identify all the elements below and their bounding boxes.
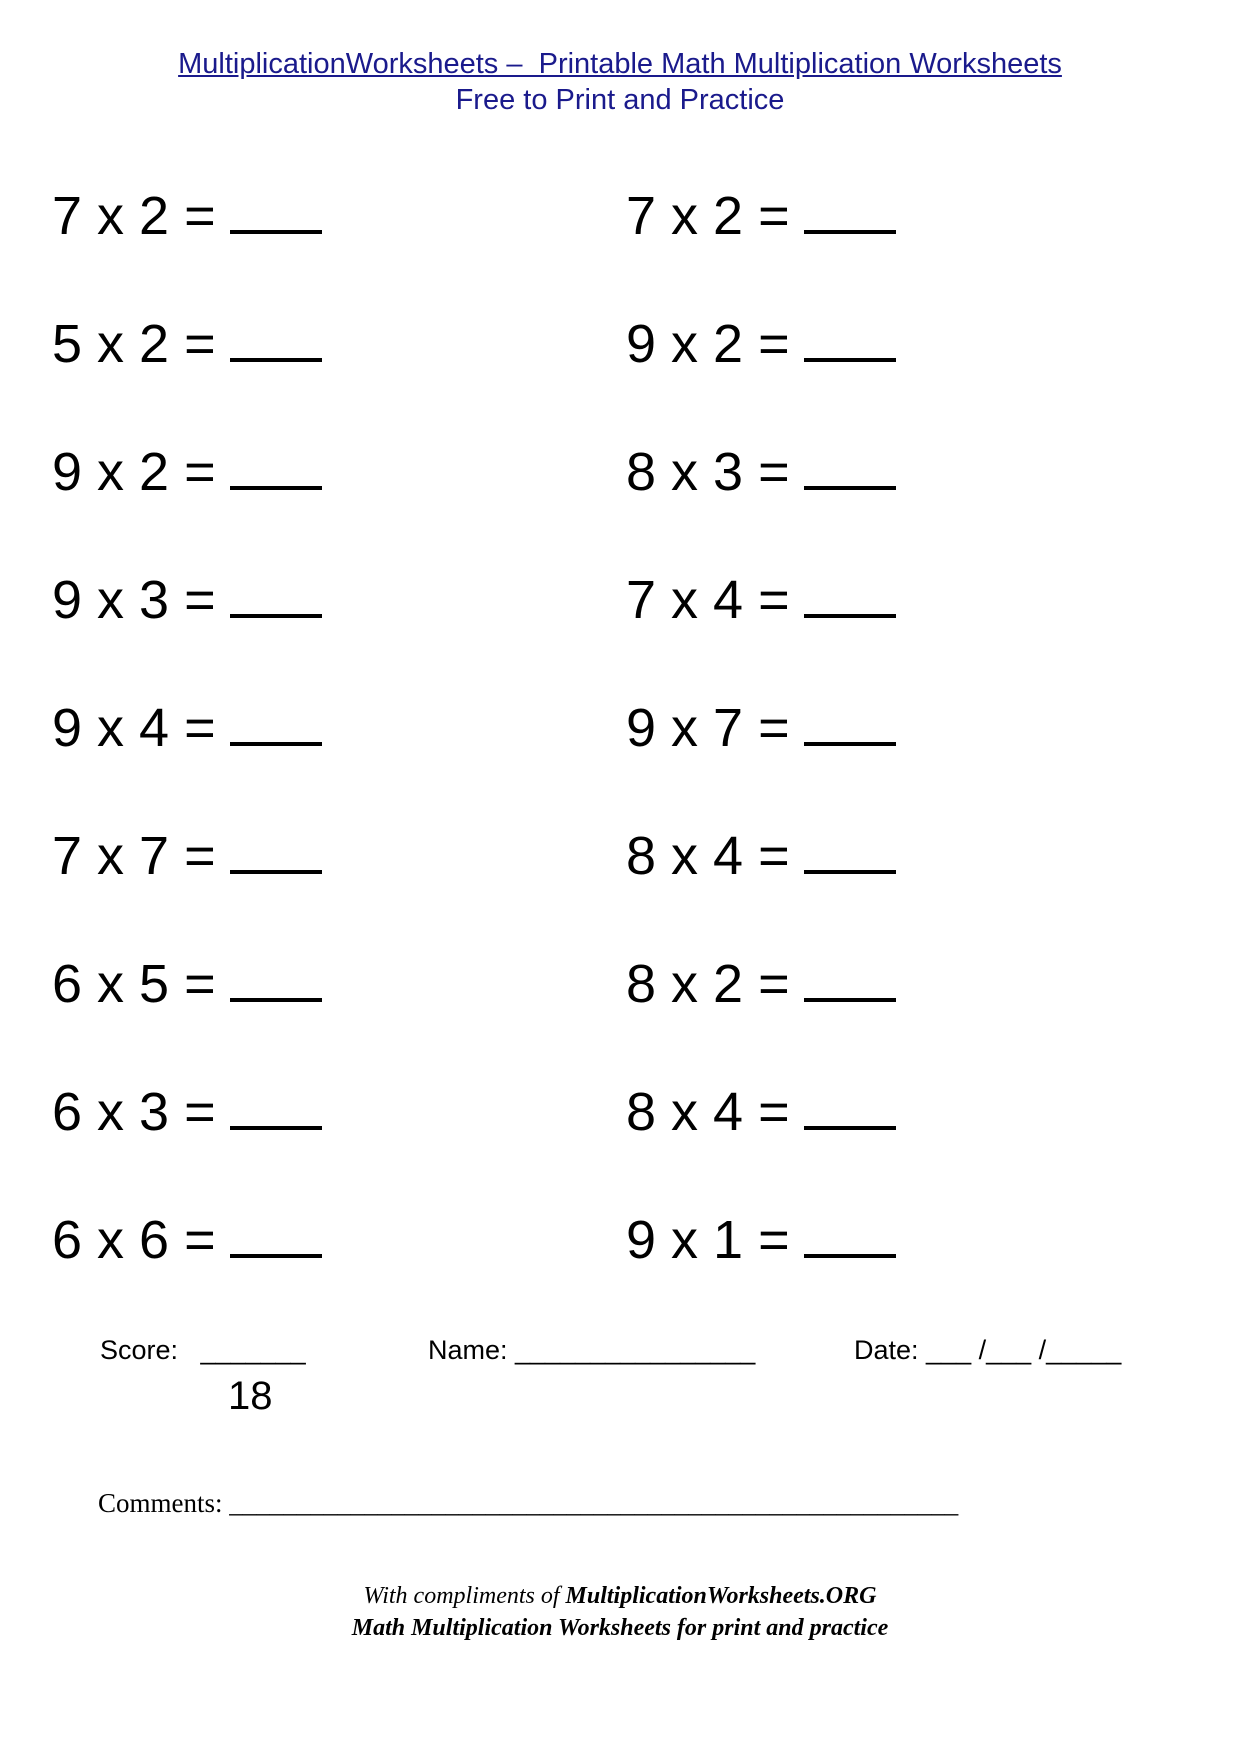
header-subtitle: Free to Print and Practice — [455, 84, 785, 116]
answer-blank — [804, 1210, 896, 1258]
answer-blank — [804, 1082, 896, 1130]
problem-text: 9 x 7 = — [626, 698, 790, 758]
header-title-link[interactable]: MultiplicationWorksheets – Printable Math Multiplication Worksheets — [178, 48, 1062, 80]
problem-left-8 — [52, 1080, 322, 1144]
problem-left-6 — [52, 824, 322, 888]
problem-text: 8 x 4 = — [626, 1082, 790, 1142]
footer-site: MultiplicationWorksheets.ORG — [565, 1583, 877, 1609]
problem-left-1 — [52, 184, 322, 248]
problem-text: 9 x 3 = — [52, 570, 216, 630]
problem-text: 7 x 2 = — [626, 186, 790, 246]
problem-right-7 — [626, 952, 896, 1016]
problem-right-4 — [626, 568, 896, 632]
problem-text: 7 x 2 = — [52, 186, 216, 246]
problem-text: 9 x 2 = — [626, 314, 790, 374]
problem-left-5 — [52, 696, 322, 760]
problem-right-3 — [626, 440, 896, 504]
problem-text: 9 x 4 = — [52, 698, 216, 758]
problem-text: 7 x 7 = — [52, 826, 216, 886]
problem-text: 8 x 3 = — [626, 442, 790, 502]
problem-left-7 — [52, 952, 322, 1016]
problem-text: 6 x 6 = — [52, 1210, 216, 1270]
problem-text: 9 x 2 = — [52, 442, 216, 502]
problem-left-4 — [52, 568, 322, 632]
problem-right-6 — [626, 824, 896, 888]
answer-blank — [230, 954, 322, 1002]
date-field-label: Date: ___ /___ /_____ — [854, 1335, 1122, 1365]
problem-left-2 — [52, 312, 322, 376]
problem-right-8 — [626, 1080, 896, 1144]
footer-line-1 — [0, 1580, 1240, 1612]
score-label: Score: _______ — [100, 1335, 306, 1365]
answer-blank — [230, 1210, 322, 1258]
comments-line: Comments: ______________________________________________________ — [98, 1488, 959, 1518]
answer-blank — [804, 186, 896, 234]
answer-blank — [804, 570, 896, 618]
problem-right-1 — [626, 184, 896, 248]
problem-text: 6 x 5 = — [52, 954, 216, 1014]
answer-blank — [230, 570, 322, 618]
name-field-label: Name: ________________ — [428, 1335, 756, 1365]
problem-text: 7 x 4 = — [626, 570, 790, 630]
answer-blank — [230, 442, 322, 490]
score-value: 18 — [228, 1374, 273, 1418]
answer-blank — [230, 1082, 322, 1130]
answer-blank — [230, 186, 322, 234]
problem-right-5 — [626, 696, 896, 760]
problem-text: 6 x 3 = — [52, 1082, 216, 1142]
footer-line-2: Math Multiplication Worksheets for print and practice — [351, 1615, 889, 1641]
problem-text: 8 x 2 = — [626, 954, 790, 1014]
problem-right-2 — [626, 312, 896, 376]
footer-prefix: With compliments of — [363, 1583, 566, 1609]
answer-blank — [230, 314, 322, 362]
answer-blank — [230, 698, 322, 746]
footer — [0, 1580, 1240, 1644]
problem-left-9 — [52, 1208, 322, 1272]
problem-text: 5 x 2 = — [52, 314, 216, 374]
problem-right-9 — [626, 1208, 896, 1272]
problem-text: 8 x 4 = — [626, 826, 790, 886]
problem-text: 9 x 1 = — [626, 1210, 790, 1270]
answer-blank — [804, 442, 896, 490]
answer-blank — [804, 826, 896, 874]
answer-blank — [804, 314, 896, 362]
answer-blank — [230, 826, 322, 874]
problem-left-3 — [52, 440, 322, 504]
answer-blank — [804, 954, 896, 1002]
answer-blank — [804, 698, 896, 746]
